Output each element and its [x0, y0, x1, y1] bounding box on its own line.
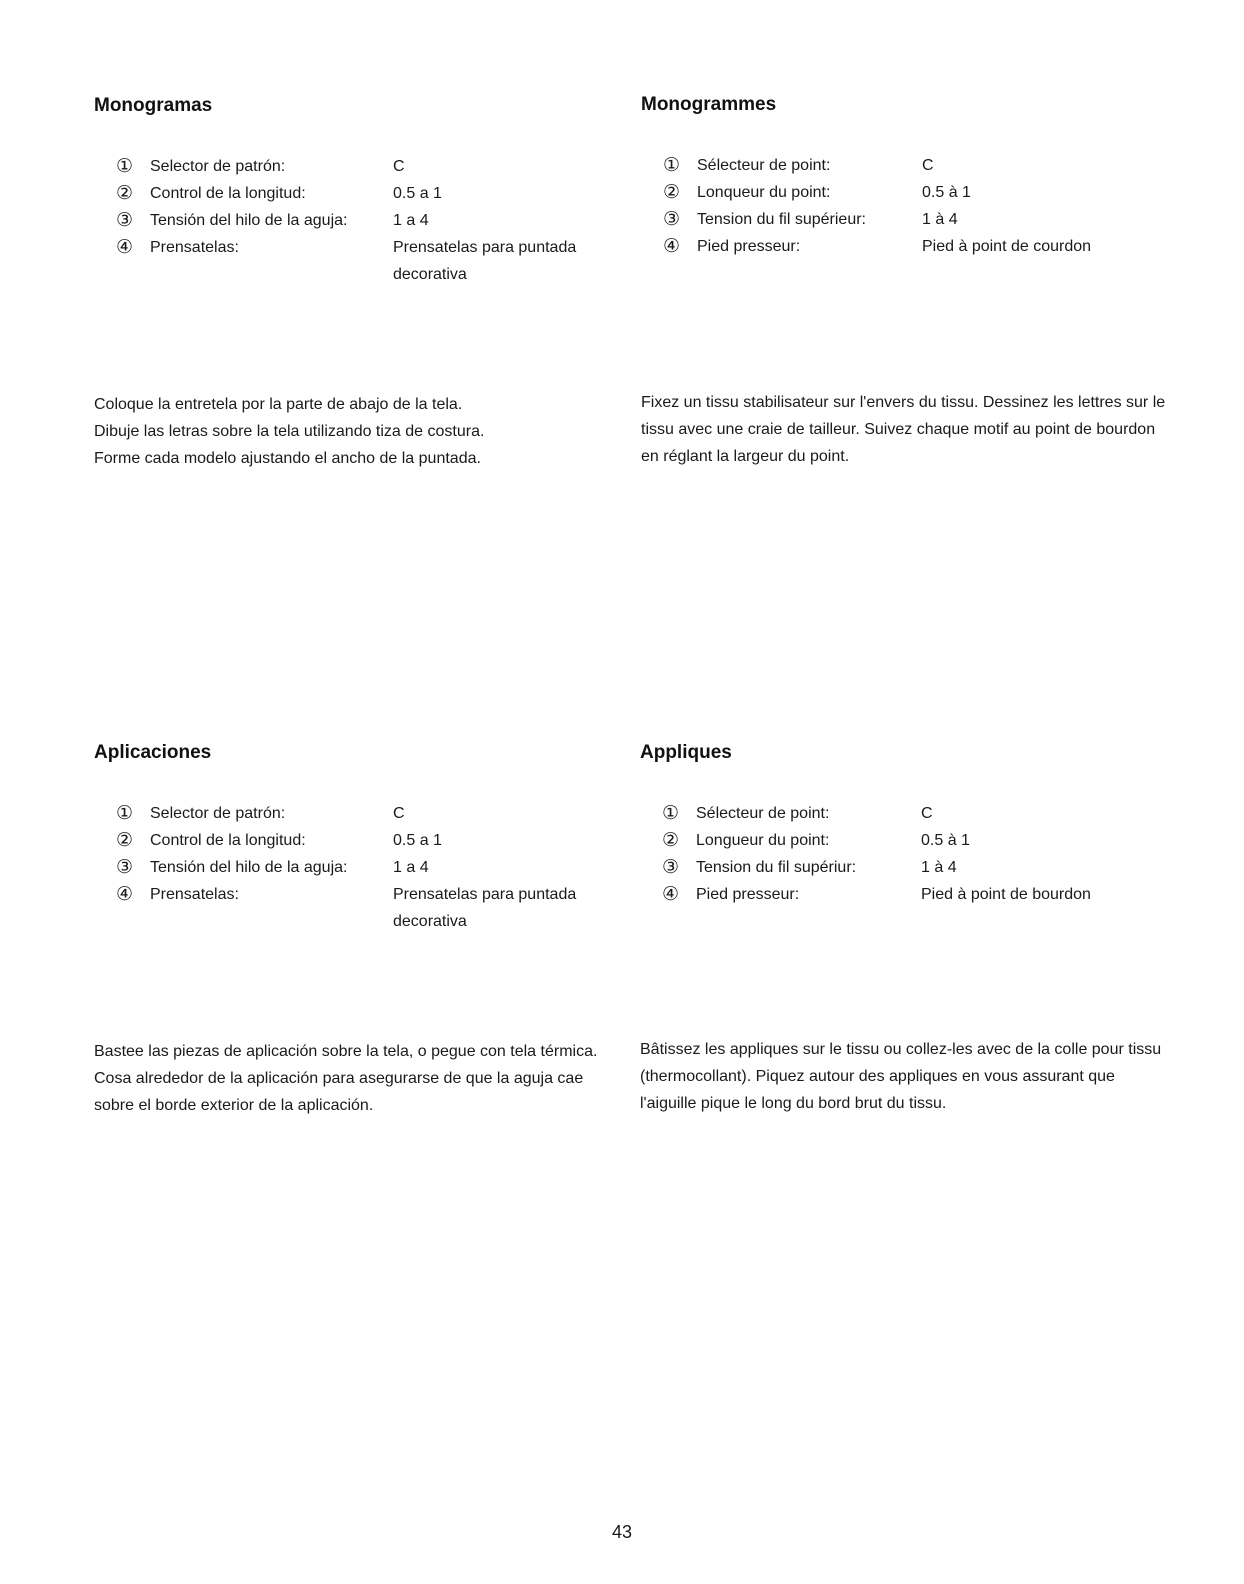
setting-row [116, 800, 634, 827]
setting-value: C [921, 805, 933, 822]
setting-label: Pied presseur: [696, 886, 800, 903]
circled-number-3: ③ [116, 210, 134, 231]
aplicaciones-title: Aplicaciones [94, 742, 212, 763]
setting-label: Pied presseur: [697, 238, 801, 255]
monogrammes-settings [663, 152, 1181, 260]
circled-number-4: ④ [116, 884, 134, 905]
setting-label: Sélecteur de point: [696, 805, 830, 822]
setting-value: 0.5 a 1 [393, 185, 442, 202]
setting-value: Pied à point de bourdon [921, 886, 1091, 903]
setting-value: C [922, 157, 934, 174]
monogramas-section [94, 95, 634, 288]
appliques-section [640, 742, 1180, 908]
setting-row [116, 854, 634, 881]
setting-value: Prensatelas para puntada decorativa [393, 886, 577, 930]
setting-label: Tensión del hilo de la aguja: [150, 212, 348, 229]
aplicaciones-instructions: Bastee las piezas de aplicación sobre la tela, o pegue con tela térmica. Cosa alrededor de la aplicación para asegurarse de que la aguja cae sobre el borde exterior de la aplicación. [94, 1043, 598, 1114]
setting-row [116, 207, 634, 234]
instruction-line: Forme cada modelo ajustando el ancho de la puntada. [94, 450, 481, 467]
circled-number-4: ④ [662, 884, 680, 905]
monogramas-instructions [94, 391, 634, 472]
monogrammes-title: Monogrammes [641, 94, 777, 115]
setting-label: Lonqueur du point: [697, 184, 831, 201]
appliques-title: Appliques [640, 742, 732, 763]
setting-row [663, 152, 1181, 179]
setting-label: Tensión del hilo de la aguja: [150, 859, 348, 876]
setting-label: Control de la longitud: [150, 185, 306, 202]
appliques-settings [662, 800, 1180, 908]
monogrammes-section [641, 94, 1181, 260]
circled-number-2: ② [116, 183, 134, 204]
circled-number-4: ④ [116, 237, 134, 258]
setting-row [662, 854, 1180, 881]
setting-value: 1 a 4 [393, 859, 429, 876]
instruction-line: Dibuje las letras sobre la tela utilizando tiza de costura. [94, 423, 485, 440]
page-number: 43 [611, 1522, 633, 1542]
circled-number-3: ③ [662, 857, 680, 878]
circled-number-2: ② [662, 830, 680, 851]
setting-value: 1 à 4 [922, 211, 958, 228]
setting-label: Tension du fil supériur: [696, 859, 857, 876]
setting-row [663, 206, 1181, 233]
setting-label: Prensatelas: [150, 239, 239, 256]
setting-value: 0.5 à 1 [922, 184, 971, 201]
setting-row [662, 881, 1180, 908]
aplicaciones-section [94, 742, 634, 935]
monogramas-title: Monogramas [94, 95, 213, 116]
setting-row [116, 234, 634, 288]
setting-label: Control de la longitud: [150, 832, 306, 849]
setting-row [116, 827, 634, 854]
setting-label: Selector de patrón: [150, 805, 286, 822]
setting-value: 1 à 4 [921, 859, 957, 876]
circled-number-3: ③ [116, 857, 134, 878]
circled-number-1: ① [662, 803, 680, 824]
circled-number-1: ① [116, 156, 134, 177]
setting-row [662, 800, 1180, 827]
setting-row [116, 881, 634, 935]
setting-value: C [393, 805, 405, 822]
appliques-instructions: Bâtissez les appliques sur le tissu ou collez-les avec de la colle pour tissu (thermocollant). Piquez autour des appliques en vous assurant que l'aiguille pique le long du bord brut du tissu. [640, 1041, 1162, 1112]
instruction-line: Coloque la entretela por la parte de abajo de la tela. [94, 396, 463, 413]
circled-number-4: ④ [663, 236, 681, 257]
setting-row [663, 179, 1181, 206]
setting-label: Longueur du point: [696, 832, 830, 849]
circled-number-1: ① [663, 155, 681, 176]
setting-label: Prensatelas: [150, 886, 239, 903]
setting-value: Pied à point de courdon [922, 238, 1092, 255]
setting-label: Tension du fil supérieur: [697, 211, 866, 228]
setting-row [663, 233, 1181, 260]
setting-value: 0.5 à 1 [921, 832, 970, 849]
aplicaciones-settings [116, 800, 634, 935]
setting-value: 1 a 4 [393, 212, 429, 229]
setting-label: Sélecteur de point: [697, 157, 831, 174]
circled-number-3: ③ [663, 209, 681, 230]
setting-value: C [393, 158, 405, 175]
monogrammes-instructions: Fixez un tissu stabilisateur sur l'envers du tissu. Dessinez les lettres sur le tissu avec une craie de tailleur. Suivez chaque motif au point de bourdon en réglant la largeur du point. [641, 394, 1166, 465]
monogramas-settings [116, 153, 634, 288]
setting-row [116, 153, 634, 180]
circled-number-2: ② [116, 830, 134, 851]
setting-row [116, 180, 634, 207]
setting-row [662, 827, 1180, 854]
setting-label: Selector de patrón: [150, 158, 286, 175]
circled-number-2: ② [663, 182, 681, 203]
setting-value: 0.5 a 1 [393, 832, 442, 849]
circled-number-1: ① [116, 803, 134, 824]
setting-value: Prensatelas para puntada decorativa [393, 239, 577, 283]
